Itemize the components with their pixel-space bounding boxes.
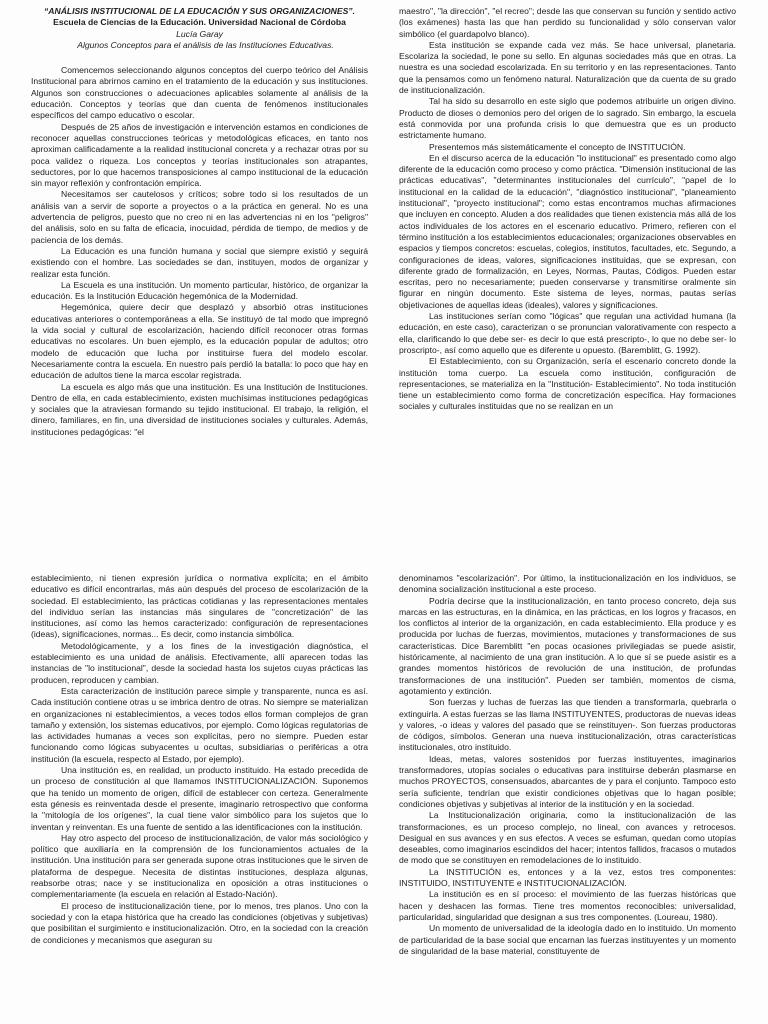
- paragraph: El Establecimiento, con su Organización, sería el escenario concreto donde la institución toma cuerpo. La escuela como institución, configuración de representaciones, se materializa en la "Institución- Establecimiento". No toda institución tiene un establecimiento como forma de concretización específica. Hay formaciones sociales y culturales instituidas que no se realizan en un: [399, 356, 736, 412]
- paragraph: Un momento de universalidad de la ideología dado en lo instituido. Un momento de particularidad de la base social que encarnan las fuerzas instituyentes y un momento de singularidad de la base material, constituyente de: [399, 923, 736, 956]
- author-name: Lucía Garay: [176, 28, 223, 39]
- paragraph: El proceso de institucionalización tiene, por lo menos, tres planos. Uno con la sociedad y con la etapa histórica que ha creado las condiciones (objetivas y subjetivas) que posibilitan el surgimiento e institucionalización. Otro, en la sociedad con la creación de condiciones y mecanismos que aseguran su: [31, 900, 368, 945]
- paragraph: establecimiento, ni tienen expresión jurídica o normativa explícita; en el ámbito educativo es difícil encontrarlas, más aún después del proceso de escolarización de la sociedad. El establecimiento, las prácticas cotidianas y las representaciones mentales del individuo serían las instancias más singulares de "concretización" de las instituciones, así como las hemos caracterizado: configuración de representaciones (ideas), significaciones, normas... Es decir, como instancia simbólica.: [31, 573, 368, 640]
- paragraph: La Educación es una función humana y social que siempre existió y seguirá existiendo con el hombre. Las sociedades se dan, instituyen, modos de organizar y realizar esta función.: [31, 245, 368, 279]
- paragraph: Tal ha sido su desarrollo en este siglo que podemos atribuirle un origen divino. Producto de dioses o demonios pero del origen de lo sagrado. Sin embargo, la escuela está conmovida por una profunda crisis lo que demuestra que es un producto estrictamente humano.: [399, 96, 736, 141]
- paragraph: La INSTITUCIÓN es, entonces y a la vez, estos tres componentes: INSTITUIDO, INSTITUYENTE e INSTITUCIONALIZACIÓN.: [399, 866, 736, 889]
- paragraph: Una institución es, en realidad, un producto instituido. Ha estado precedida de un proceso de constitución al que llamamos INSTITUCIONALIZACIÓN. Suponemos que ha tenido un momento de origen, difícil de establecer con certeza. Generalmente esta génesis es reinventada desde el presente, imaginario retrospectivo que conforma la "mitología de los orígenes", la cual tiene valor simbólico para los sujetos que lo inventan y reinventan. Es una fuente de sentido a las identificaciones con la institución.: [31, 765, 368, 832]
- spacer: [31, 51, 368, 65]
- paragraph: maestro", "la dirección", "el recreo"; desde las que conservan su función y sentido activo (los exámenes) hasta las que han perdido su funcionalidad y sólo conservan valor simbólico (el guardapolvo blanco).: [399, 6, 736, 39]
- document-title: “ANÁLISIS INSTITUCIONAL DE LA EDUCACIÓN Y SUS ORGANIZACIONES”.: [44, 6, 355, 16]
- paragraph: Son fuerzas y luchas de fuerzas las que tienden a transformarla, quebrarla o extinguirla. A estas fuerzas se las llama INSTITUYENTES, productoras de nuevas ideas y valores, -o ideas y valores del pasado que se reinstituyen-. Son fuerzas productoras de códigos, símbolos. Generan una nueva institucionalización, otras características institucionales, otro instituido.: [399, 697, 736, 753]
- paragraph: Las instituciones serían como "lógicas" que regulan una actividad humana (la educación, en este caso), caracterizan o se pronuncian valorativamente con respecto a ella, clarificando lo que debe ser- es decir lo que está prescripto-, lo que no debe ser- lo proscripto-, así como aquello que es diferente u opuesto. (Baremblitt, G. 1992).: [399, 311, 736, 355]
- institution-line: Escuela de Ciencias de la Educación. Universidad Nacional de Córdoba: [53, 17, 346, 28]
- paragraph: La escuela es algo más que una institución. Es una Institución de Instituciones. Dentro de ella, en cada establecimiento, existen muchísimas instituciones pedagógicas y sociales que la atraviesan formando su tejido institucional. El trabajo, la religión, el dinero, familiares, en fin, una diversidad de instituciones sociales y culturales. Además, instituciones pedagógicas: "el: [31, 381, 368, 437]
- paragraph: En el discurso acerca de la educación "lo institucional" es presentado como algo diferente de la educación como proceso y como práctica. "Dimensión institucional de las prácticas educativas", "determinantes institucionales del currículo", "papel de lo institucional en la calidad de la educación", "diagnóstico institucional", "planeamiento institucional", "proyecto institucional"; como estas encontramos muchas afirmaciones que incluyen en concepto. Aluden a dos realidades que tienen existencia más allá de los actos individuales de los actores en el escenario educativo. Primero, refieren con el término institución a los establecimientos educacionales; organizaciones observables en espacios y tiempos concretos: escuelas, colegios, institutos, facultades, etc. Segundo, a configuraciones de ideas, valores, significaciones instituidas, que se expresan, con diferente grado de formalización, en Leyes, Normas, Pautas, Códigos. Pueden estar escritas, pero no necesariamente; pueden conservarse y transmitirse oralmente sin figurar en ningún documento. Este sistema de leyes, normas, pautas serías objetivaciones de aquellas ideas (ideales), valores y significaciones.: [399, 152, 736, 310]
- document-subtitle: Algunos Conceptos para el análisis de las Instituciones Educativas.: [77, 39, 334, 50]
- paragraph: Necesitamos ser cautelosos y críticos; sobre todo si los resultados de un análisis van a servir de soporte a proyectos o a la práctica en general. No es una advertencia de peligros, puesto que no creo ni en las advertencias ni en los "peligros" del análisis, solo en su falta de eficacia, inocuidad, pérdida de tiempo, de medios y de paciencia de los demás.: [31, 189, 368, 245]
- text-column-3: [31, 573, 368, 1024]
- text-column-2: [399, 6, 736, 498]
- paragraph: Después de 25 años de investigación e intervención estamos en condiciones de reconocer aquellas construcciones teóricas y metodológicas eficaces, en tanto nos aproximan calificadamente a la realidad institucional concreta y a rechazar otras por su poca validez o riqueza. Los conceptos y teorías institucionales son atrapantes, seductores, por lo que hacemos transposiciones al campo institucional de la educación sin mayor reflexión y confrontación empírica.: [31, 121, 368, 189]
- paragraph: denominamos "escolarización". Por último, la institucionalización en los individuos, se denomina socialización institucional a este proceso.: [399, 573, 736, 595]
- paragraph: Hay otro aspecto del proceso de institucionalización, de valor más sociológico y político que auxiliaría en la comprensión de los funcionamientos actuales de la institución. Una institución para ser generada supone otras instituciones que le sirven de plataforma de despegue. Necesita de distintas instituciones, desplaza algunas, reabsorbe otras; nace y se institucionaliza en oposición a otras instituciones o complementariamente (la escuela en relación al Estado-Nación).: [31, 832, 368, 900]
- paragraph: La Escuela es una institución. Un momento particular, histórico, de organizar la educación. Es la Institución Educación hegemónica de la Modernidad.: [31, 279, 368, 302]
- paragraph: La institución es en sí proceso: el movimiento de las fuerzas históricas que hacen y deshacen las formas. Tiene tres momentos reconocibles: universalidad, particularidad, singularidad que designan a sus tres componentes. (Loureau, 1980).: [399, 889, 736, 922]
- text-column-4: [399, 573, 736, 1024]
- paragraph: Comencemos seleccionando algunos conceptos del cuerpo teórico del Análisis Institucional para abrirnos camino en el tratamiento de la educación y sus instituciones. Algunos son construcciones o adecuaciones aplicables solamente al análisis de la educación. Conceptos y teorías que dan cuenta de fenómenos institucionales específicos del campo educativo o escolar.: [31, 65, 368, 121]
- text-column-1: [31, 6, 368, 498]
- paragraph: Metodológicamente, y a los fines de la investigación diagnóstica, el establecimiento es una unidad de análisis. Efectivamente, allí aparecen todas las instancias de "lo institucional", desde la sociedad hasta los sujetos cuyas prácticas las producen, reproducen y cambian.: [31, 640, 368, 685]
- paragraph: Esta institución se expande cada vez más. Se hace universal, planetaria. Escolariza la sociedad, le pone su sello. En algunas sociedades más que en otras. La nuestra es una sociedad escolarizada. En su territorio y en las representaciones. Tanto que la pensamos como un fenómeno natural. Naturalización que da cuenta de su grado de institucionalización.: [399, 39, 736, 96]
- paragraph: Podría decirse que la institucionalización, en tanto proceso concreto, deja sus marcas en las estructuras, en la dinámica, en las prácticas, en los logros y fracasos, en los conflictos al interior de la organización, en cada establecimiento. Ella produce y es producida por luchas de fuerzas, movimientos, mutaciones y transformaciones de sus características. Dice Baremblitt "en pocas ocasiones privilegiadas se puede asistir, históricamente, al nacimiento de una gran institución. A lo que sí se puede asistir es a grandes momentos históricos de revolución de una institución, de profundas transformaciones de una institución". Pueden ser también, momentos de cisma, agotamiento y extinción.: [399, 595, 736, 696]
- paragraph: La Institucionalización originaria, como la institucionalización de las transformaciones, es un proceso complejo, no lineal, con avances y retrocesos. Desigual en sus avances y en sus efectos. A veces se esfuman, quedan como utopías deseables, como imaginarios escindidos del hacer; intentos fallidos, fracasos o mutados de modo que se constituyen en remodelaciones de lo instituido.: [399, 810, 736, 866]
- paragraph: Ideas, metas, valores sostenidos por fuerzas instituyentes, imaginarios transformadores, utopías sociales o educativas para instituirse deberán plasmarse en muchos PROYECTOS, consensuados, abarcantes de y para el conjunto. Tampoco esto sería suficiente, tendrían que existir condiciones objetivas que lo hagan posible; condiciones objetivas y subjetivas al interior de la institución y en la sociedad.: [399, 753, 736, 809]
- paragraph: Esta caracterización de institución parece simple y transparente, nunca es así. Cada institución contiene otras u se imbrica dentro de otras. No siempre se materializan en organizaciones ni establecimientos, a veces todos ellos forman complejos de gran tamaño y extensión, los sistemas educativos, por ejemplo. Como lógicas regulatorias de las actividades humanas a veces son explícitas, pero no siempre. Pueden estar funcionando como lógicas subyacentes u ocultas, subsidiarias o periféricas a otra institución (la escuela, respecto al Estado, por ejemplo).: [31, 685, 368, 764]
- paragraph: Hegemónica, quiere decir que desplazó y absorbió otras instituciones educativas anteriores o contemporáneas a ella. Se instituyó de tal modo que impregnó la vida social y cultural de escolarización, haciendo difícil reconocer otras formas educativas no escolares. Un buen ejemplo, es la educación popular de adultos; otro modelo de educación que lucha por instituirse fuera del modelo escolar. Necesariamente contra la escuela. En nuestro país perdió la batalla: lo poco que hay en educación de adultos tiene la marca escolar registrada.: [31, 302, 368, 381]
- paragraph: Presentemos más sistemáticamente el concepto de INSTITUCIÓN.: [429, 141, 686, 152]
